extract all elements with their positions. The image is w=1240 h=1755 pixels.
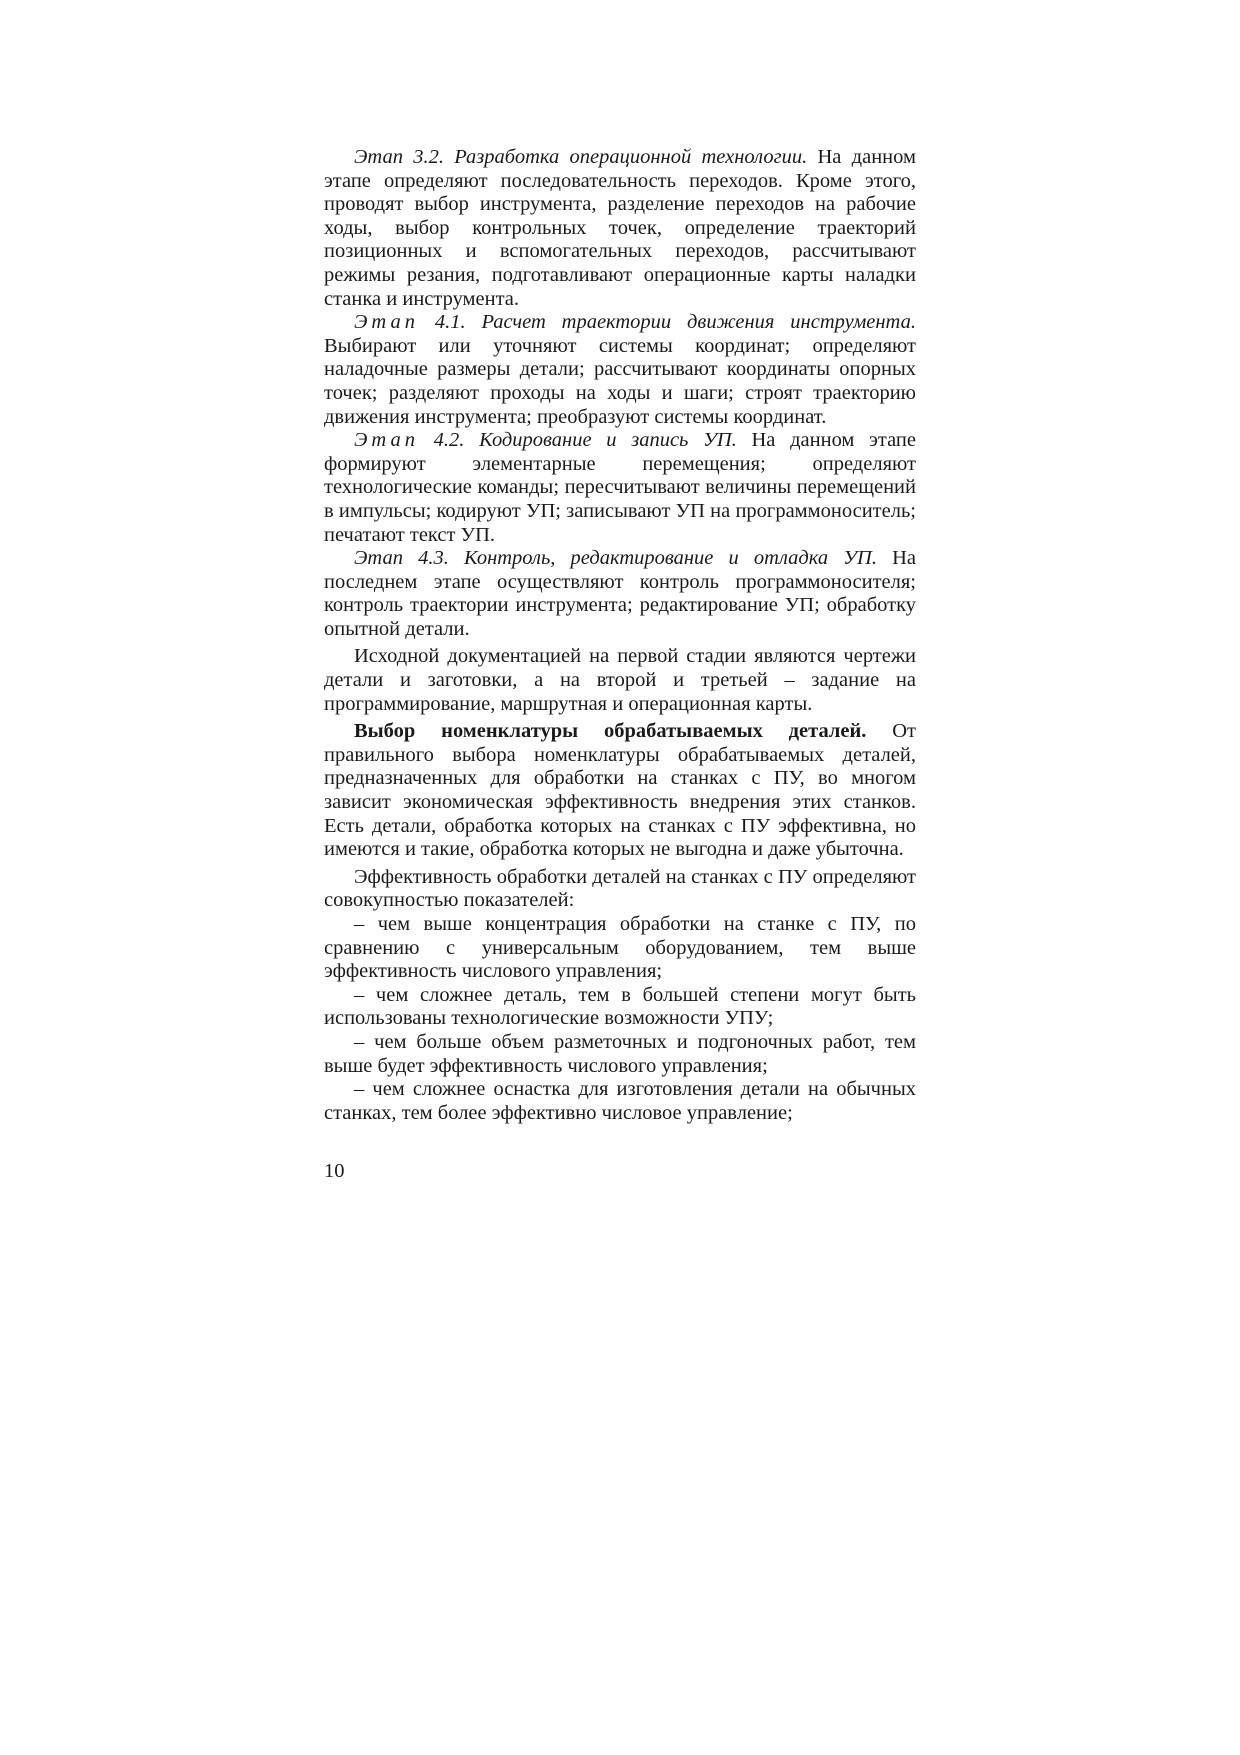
paragraph-text: На последнем этапе осуществляют контроль программоносителя; контроль траектории инструмента; редактирование УП; обработку опытной детали.	[324, 547, 916, 640]
stage-heading: 4.2. Кодирование и запись УП.	[418, 429, 737, 452]
list-item: – чем сложнее оснастка для изготовления детали на обычных станках, тем более эффективно числовое управление;	[324, 1078, 916, 1124]
paragraph-stage-3-2	[324, 146, 916, 311]
paragraph-text: На данном этапе формируют элементарные перемещения; определяют технологические команды; пересчитывают величины перемещений в импульсы; кодируют УП; записывают УП на программоноситель; печатают текст УП.	[324, 429, 916, 546]
paragraph-text: На данном этапе определяют последовательность переходов. Кроме этого, проводят выбор инструмента, разделение переходов на рабочие ходы, выбор контрольных точек, определение траекторий позиционных и вспомогательных переходов, рассчитывают режимы резания, подготавливают операционные карты наладки станка и инструмента.	[324, 146, 916, 310]
stage-heading: Этап 3.2. Разработка операционной технологии.	[354, 146, 808, 168]
paragraph-documentation: Исходной документацией на первой стадии являются чертежи детали и заготовки, а на второй и третьей – задание на программирование, маршрутная и операционная карты.	[324, 645, 916, 715]
list-item: – чем сложнее деталь, тем в большей степени могут быть использованы технологические возможности УПУ;	[324, 983, 916, 1030]
paragraph-stage-4-2	[324, 429, 916, 547]
list-item: – чем выше концентрация обработки на станке с ПУ, по сравнению с универсальным оборудованием, тем выше эффективность числового управления;	[324, 913, 916, 983]
paragraph-efficiency: Эффективность обработки деталей на станках с ПУ определяют совокупностью показателей:	[324, 865, 916, 912]
stage-heading-word: Этап	[354, 429, 419, 452]
paragraph-text: От правильного выбора номенклатуры обрабатываемых деталей, предназначенных для обработки на станках с ПУ, во многом зависит экономическая эффективность внедрения этих станков. Есть детали, обработка которых на станках с ПУ эффективна, но имеются и такие, обработка которых не выгодна и даже убыточна.	[324, 720, 917, 861]
paragraph-nomenclature	[324, 720, 916, 862]
page-number: 10	[324, 1160, 345, 1182]
stage-heading: 4.1. Расчет траектории движения инструмента.	[418, 311, 916, 334]
list-item: – чем больше объем разметочных и подгоночных работ, тем выше будет эффективность числового управления;	[324, 1030, 916, 1077]
paragraph-stage-4-3	[324, 547, 916, 641]
stage-heading: Этап 4.3. Контроль, редактирование и отладка УП.	[354, 547, 877, 570]
section-heading: Выбор номенклатуры обрабатываемых деталей.	[354, 720, 867, 743]
page-body	[324, 146, 916, 1125]
stage-heading-word: Этап	[354, 311, 419, 334]
paragraph-text: Выбирают или уточняют системы координат; определяют наладочные размеры детали; рассчитывают координаты опорных точек; разделяют проходы на ходы и шаги; строят траекторию движения инструмента; преобразуют системы координат.	[324, 334, 916, 428]
paragraph-stage-4-1	[324, 311, 916, 429]
